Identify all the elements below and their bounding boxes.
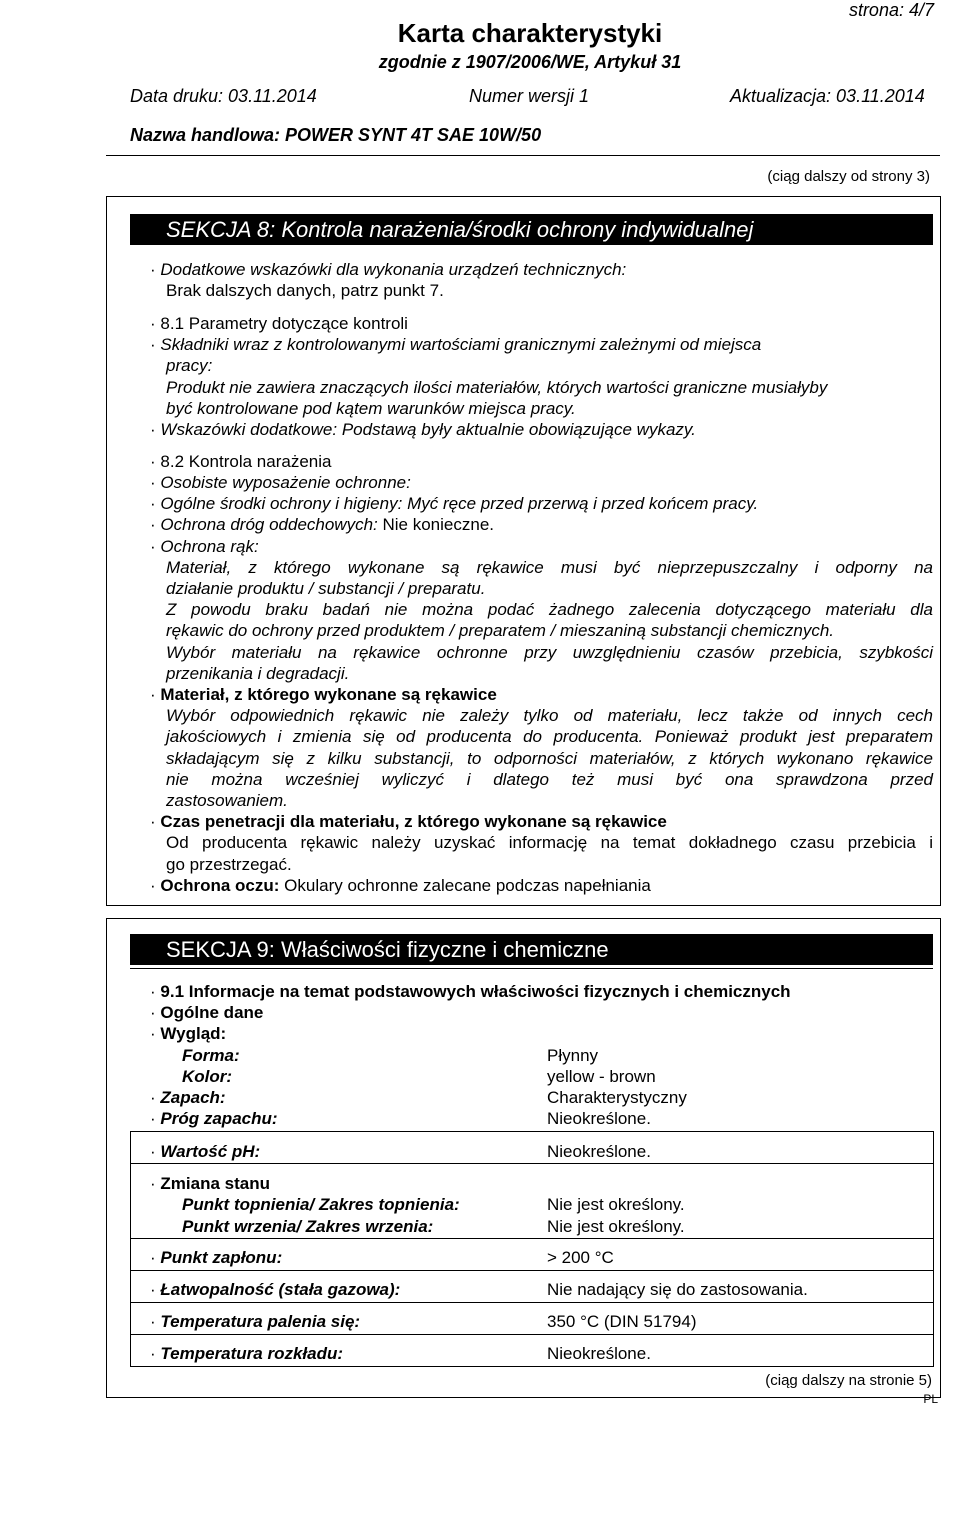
hand-protection-text-4: rękawic do ochrony przed produktem / preparatem / mieszaniną substancji chemicznych. xyxy=(166,621,835,640)
penetration-label: · Czas penetracji dla materiału, z którego wykonane są rękawice xyxy=(150,812,667,831)
s81-title: · 8.1 Parametry dotyczące kontroli xyxy=(150,314,408,333)
color-label: Kolor: xyxy=(182,1067,233,1086)
hand-protection-label: · Ochrona rąk: xyxy=(150,537,259,556)
flash-point-value: > 200 °C xyxy=(547,1248,614,1267)
additional-hints-line: · Dodatkowe wskazówki dla wykonania urządzeń technicznych: xyxy=(150,260,627,279)
hand-protection-text-1: Materiał, z którego wykonane są rękawice musi być nieprzepuszczalny i odporny na xyxy=(166,558,933,577)
components-text-2: być kontrolowane pod kątem warunków miejsca pracy. xyxy=(166,399,576,418)
boiling-point-label: Punkt wrzenia/ Zakres wrzenia: xyxy=(182,1217,434,1236)
section9-heading-underline xyxy=(130,968,933,969)
boiling-point-value: Nie jest określony. xyxy=(547,1217,685,1236)
update-date: Aktualizacja: 03.11.2014 xyxy=(730,86,925,106)
section8-top-border xyxy=(106,196,940,197)
section9-right-border xyxy=(940,918,941,1398)
row-divider xyxy=(130,1302,933,1303)
form-label: Forma: xyxy=(182,1046,240,1065)
section8-heading: SEKCJA 8: Kontrola narażenia/środki ochrony indywidualnej xyxy=(130,214,933,245)
melting-point-label: Punkt topnienia/ Zakres topnienia: xyxy=(182,1195,460,1214)
melting-point-value: Nie jest określony. xyxy=(547,1195,685,1214)
odour-threshold-value: Nieokreślone. xyxy=(547,1109,651,1128)
additional-hints-text: Brak dalszych danych, patrz punkt 7. xyxy=(166,281,444,300)
glove-material-text-2: jakościowych i zmienia się od producenta do producenta. Ponieważ produkt jest preparatem xyxy=(166,727,933,746)
row-divider xyxy=(130,1366,933,1367)
hygiene-line: · Ogólne środki ochrony i higieny: Myć ręce przed przerwą i przed końcem pracy. xyxy=(150,494,759,513)
table-left-border xyxy=(130,1131,131,1367)
penetration-text-1: Od producenta rękawic należy uzyskać informację na temat dokładnego czasu przebicia i xyxy=(166,833,933,852)
odour-value: Charakterystyczny xyxy=(547,1088,687,1107)
section9-top-border xyxy=(106,918,940,919)
row-divider xyxy=(130,1270,933,1271)
color-value: yellow - brown xyxy=(547,1067,656,1086)
glove-material-text-4: nie można wcześniej wyliczyć i dlatego też musi być ona sprawdzona przed xyxy=(166,770,933,789)
decomposition-temp-label: · Temperatura rozkładu: xyxy=(150,1344,344,1363)
row-divider xyxy=(130,1334,933,1335)
s91-title: · 9.1 Informacje na temat podstawowych właściwości fizycznych i chemicznych xyxy=(150,982,791,1001)
flammability-label: · Łatwopalność (stała gazowa): xyxy=(150,1280,401,1299)
continued-on: (ciąg dalszy na stronie 5) xyxy=(765,1372,932,1389)
general-data-label: · Ogólne dane xyxy=(150,1003,264,1022)
product-name: Nazwa handlowa: POWER SYNT 4T SAE 10W/50 xyxy=(130,125,542,145)
row-divider xyxy=(130,1163,933,1164)
glove-material-label: · Materiał, z którego wykonane są rękawice xyxy=(150,685,497,704)
document-subtitle: zgodnie z 1907/2006/WE, Artykuł 31 xyxy=(378,52,682,72)
eye-protection-line: · Ochrona oczu: Okulary ochronne zalecane podczas napełniania xyxy=(150,876,651,895)
ph-label: · Wartość pH: xyxy=(150,1142,261,1161)
hand-protection-text-6: przenikania i degradacji. xyxy=(166,664,350,683)
ppe-label: · Osobiste wyposażenie ochronne: xyxy=(150,473,411,492)
s82-title: · 8.2 Kontrola narażenia xyxy=(150,452,332,471)
ignition-temp-label: · Temperatura palenia się: xyxy=(150,1312,361,1331)
appearance-label: · Wygląd: xyxy=(150,1024,227,1043)
hand-protection-text-2: działanie produktu / substancji / preparatu. xyxy=(166,579,486,598)
page-number: strona: 4/7 xyxy=(848,0,934,20)
section9-bottom-border xyxy=(106,1397,940,1398)
components-label: · Składniki wraz z kontrolowanymi wartościami granicznymi zależnymi od miejsca xyxy=(150,335,762,354)
glove-material-text-3: składającym się z kilku substancji, to odporności materiałów, z których wykonano rękawice xyxy=(166,749,933,768)
document-title: Karta charakterystyki xyxy=(397,18,663,48)
section9-heading: SEKCJA 9: Właściwości fizyczne i chemiczne xyxy=(130,934,933,965)
section9-left-border xyxy=(106,918,107,1398)
respiratory-line: · Ochrona dróg oddechowych: Nie konieczne. xyxy=(150,515,495,534)
section8-bottom-border xyxy=(106,905,940,906)
ignition-temp-value: 350 °C (DIN 51794) xyxy=(547,1312,697,1331)
table-right-border xyxy=(933,1131,934,1367)
components-label-cont: pracy: xyxy=(166,356,213,375)
odour-label: · Zapach: xyxy=(150,1088,226,1107)
section8-left-border xyxy=(106,196,107,906)
form-value: Płynny xyxy=(547,1046,599,1065)
print-date: Data druku: 03.11.2014 xyxy=(130,86,317,106)
penetration-text-2: go przestrzegać. xyxy=(166,855,292,874)
components-text-1: Produkt nie zawiera znaczących ilości materiałów, których wartości graniczne musiałyby xyxy=(166,378,828,397)
continued-from: (ciąg dalszy od strony 3) xyxy=(767,168,930,185)
decomposition-temp-value: Nieokreślone. xyxy=(547,1344,651,1363)
glove-material-text-1: Wybór odpowiednich rękawic nie zależy tylko od materiału, lecz także od innych cech xyxy=(166,706,933,725)
state-change-label: · Zmiana stanu xyxy=(150,1174,270,1193)
section8-right-border xyxy=(940,196,941,906)
additional-notes-line: · Wskazówki dodatkowe: Podstawą były aktualnie obowiązujące wykazy. xyxy=(150,420,696,439)
flash-point-label: · Punkt zapłonu: xyxy=(150,1248,283,1267)
language-code: PL xyxy=(923,1392,938,1406)
version-number: Numer wersji 1 xyxy=(469,86,590,106)
hand-protection-text-5: Wybór materiału na rękawice ochronne przy uwzględnieniu czasów przebicia, szybkości xyxy=(166,643,933,662)
row-divider xyxy=(130,1131,933,1132)
odour-threshold-label: · Próg zapachu: xyxy=(150,1109,278,1128)
ph-value: Nieokreślone. xyxy=(547,1142,651,1161)
hand-protection-text-3: Z powodu braku badań nie można podać żadnego zalecenia dotyczącego materiału dla xyxy=(166,600,933,619)
row-divider xyxy=(130,1238,933,1239)
flammability-value: Nie nadający się do zastosowania. xyxy=(547,1280,808,1299)
header-divider xyxy=(106,155,940,156)
glove-material-text-5: zastosowaniem. xyxy=(166,791,288,810)
